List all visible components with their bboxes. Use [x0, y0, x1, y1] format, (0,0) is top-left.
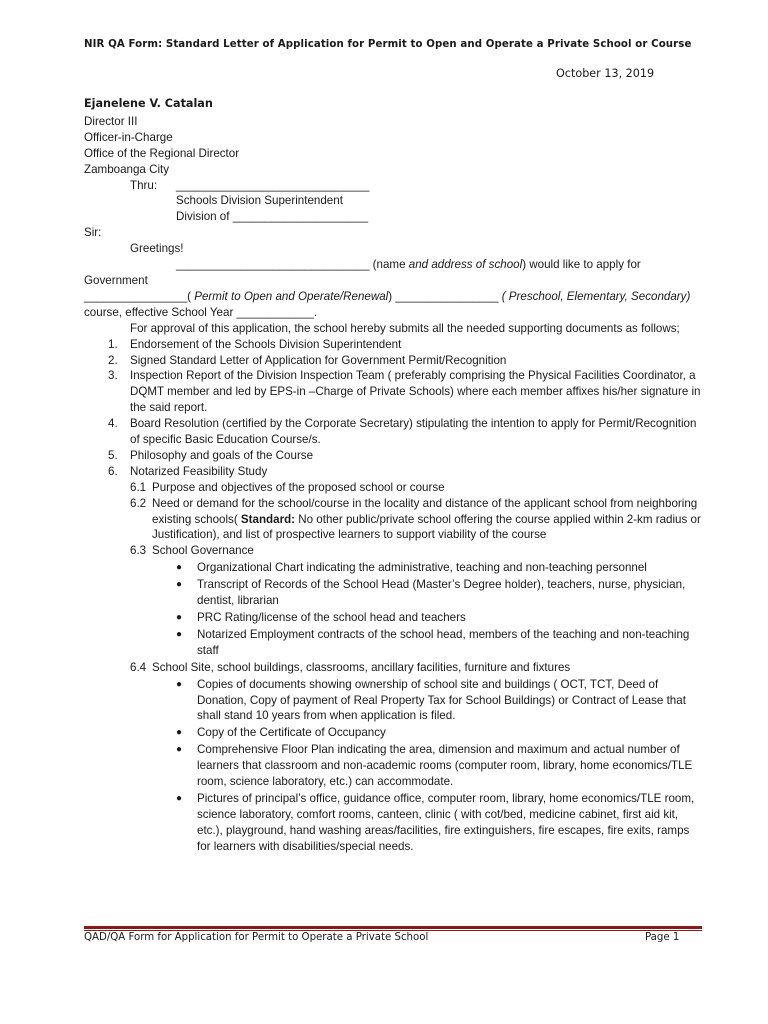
standard-label: Standard: — [237, 512, 296, 526]
para-text-1: ) would like to apply for Government — [84, 258, 641, 287]
sub-item-number: 6.3 — [130, 544, 147, 558]
bullet-item — [176, 560, 702, 576]
intro-paragraph: For approval of this application, the school hereby submits all the needed supporting documents as follows; — [130, 321, 680, 335]
thru-line-1: Schools Division Superintendent — [176, 194, 343, 208]
bullet-item — [176, 791, 702, 855]
sub-item — [130, 660, 702, 676]
bullet-text: Pictures of principal’s office, guidance office, computer room, library, home economics/TLE room, science laboratory, comfort rooms, canteen, clinic ( with cot/bed, medicine cabinet, first aid kit, etc.), playground, hand washing areas/facilities, fire extinguishers, fire escapes, fire exits, ramps for learners with disabilities/special needs. — [197, 791, 695, 853]
list-item-text: Inspection Report of the Division Inspection Team ( preferably comprising the Physical Facilities Coordinator, a DQMT member and led by EPS-in –Charge of Private Schools) where each member affixes his/her signature in the said report. — [130, 369, 701, 415]
greeting: Greetings! — [130, 242, 184, 256]
bullet-text: Notarized Employment contracts of the school head, members of the teaching and non-teaching staff — [197, 627, 690, 657]
sub-item-text — [152, 496, 702, 544]
list-item-number: 6. — [108, 464, 118, 478]
thru-line-2: Division of _____________________ — [176, 210, 369, 224]
list-item-text: Signed Standard Letter of Application for Government Permit/Recognition — [130, 353, 507, 367]
list-item — [84, 368, 702, 416]
para-blank-2: ________________( — [84, 289, 195, 303]
bullet-item — [176, 725, 702, 741]
sub-item-text: School Site, school buildings, classrooms, ancillary facilities, furniture and fixtures — [152, 660, 571, 674]
sub-item-text: School Governance — [152, 544, 254, 558]
bullet-item — [176, 627, 702, 659]
letter-date: October 13, 2019 — [556, 67, 655, 80]
para-blank-1: ______________________________ (name — [176, 258, 409, 272]
bullet-icon: ● — [176, 727, 183, 739]
footer-rule-thin — [84, 930, 702, 931]
sub-item-text-b: No other public/private school offering the course applied within 2-km radius or Justification), and list of prospective learners to support viability of the course — [152, 512, 701, 542]
bullet-icon: ● — [176, 744, 183, 756]
list-item — [84, 337, 702, 353]
bullet-text: Transcript of Records of the School Head (Master’s Degree holder), teachers, nurse, physician, dentist, librarian — [197, 578, 686, 608]
sub-item-text: Purpose and objectives of the proposed school or course — [152, 480, 445, 494]
bullet-item — [176, 677, 702, 725]
sub-item-number: 6.4 — [130, 660, 147, 674]
sub-item-number: 6.2 — [130, 496, 147, 510]
page-header-title: NIR QA Form: Standard Letter of Application for Permit to Open and Operate a Private School or Course — [84, 39, 692, 50]
bullet-icon: ● — [176, 612, 183, 623]
list-item — [84, 448, 702, 464]
sub-item — [130, 543, 702, 559]
thru-blank: ______________________________ — [176, 178, 370, 192]
list-item — [84, 464, 702, 480]
letter-body — [84, 96, 702, 856]
list-item — [84, 353, 702, 369]
list-item-text: Notarized Feasibility Study — [130, 464, 268, 478]
list-item-number: 1. — [108, 337, 118, 351]
sub-item-number: 6.1 — [130, 480, 147, 494]
sub-item — [130, 496, 702, 544]
bullet-text: PRC Rating/license of the school head and teachers — [197, 611, 466, 624]
list-item-text: Board Resolution (certified by the Corporate Secretary) stipulating the intention to apply for Permit/Recognition of specific Basic Education Course/s. — [130, 417, 697, 447]
salutation: Sir: — [84, 226, 102, 240]
footer-page-number: Page 1 — [645, 932, 680, 943]
addressee-line: Office of the Regional Director — [84, 146, 240, 160]
bullet-icon: ● — [176, 628, 183, 640]
bullet-icon: ● — [176, 678, 183, 690]
bullet-icon: ● — [176, 792, 183, 804]
para-text-3: course, effective School Year ____________. — [84, 305, 318, 319]
bullet-text: Comprehensive Floor Plan indicating the area, dimension and maximum and actual number of learners that classroom and non-academic rooms (computer room, library, home economics/TLE room, science laboratory, etc.) can accommodate. — [197, 743, 693, 789]
list-item-text: Philosophy and goals of the Course — [130, 448, 314, 462]
application-paragraph — [84, 257, 702, 321]
thru-row — [84, 178, 702, 194]
list-item-number: 3. — [108, 369, 118, 383]
para-italic-1: and address of school — [408, 258, 523, 272]
bullet-text: Organizational Chart indicating the administrative, teaching and non-teaching personnel — [197, 561, 647, 575]
bullet-icon: ● — [176, 562, 183, 574]
sub-item — [130, 480, 702, 496]
footer-rule-thick — [84, 926, 702, 929]
list-item — [84, 416, 702, 448]
bullet-item — [176, 742, 702, 790]
bullet-text: Copy of the Certificate of Occupancy — [197, 726, 386, 740]
para-text-2: ) ________________ — [388, 289, 502, 303]
addressee-line: Director III — [84, 114, 138, 128]
thru-label: Thru: — [130, 178, 158, 192]
para-italic-3: ( Preschool, Elementary, Secondary) — [501, 289, 691, 303]
footer-form-title: QAD/QA Form for Application for Permit to Operate a Private School — [84, 932, 429, 943]
list-item-number: 2. — [108, 353, 118, 367]
addressee-line: Zamboanga City — [84, 162, 170, 176]
para-italic-2: Permit to Open and Operate/Renewal — [194, 289, 389, 303]
bullet-item — [176, 610, 702, 626]
list-item-text: Endorsement of the Schools Division Superintendent — [130, 337, 402, 351]
bullet-text: Copies of documents showing ownership of school site and buildings ( OCT, TCT, Deed of Donation, Copy of payment of Real Property Tax for School Buildings) or Contract of Lease that shall stand 10 years from when application is filed. — [197, 677, 686, 723]
sub-item-text-a: Need or demand for the school/course in the locality and distance of the applicant school from neighboring existing schools( — [152, 496, 698, 526]
addressee-name: Ejanelene V. Catalan — [84, 97, 213, 110]
addressee-line: Officer-in-Charge — [84, 130, 173, 144]
list-item-number: 5. — [108, 448, 118, 462]
bullet-item — [176, 577, 702, 609]
list-item-number: 4. — [108, 417, 118, 431]
bullet-icon: ● — [176, 579, 183, 591]
